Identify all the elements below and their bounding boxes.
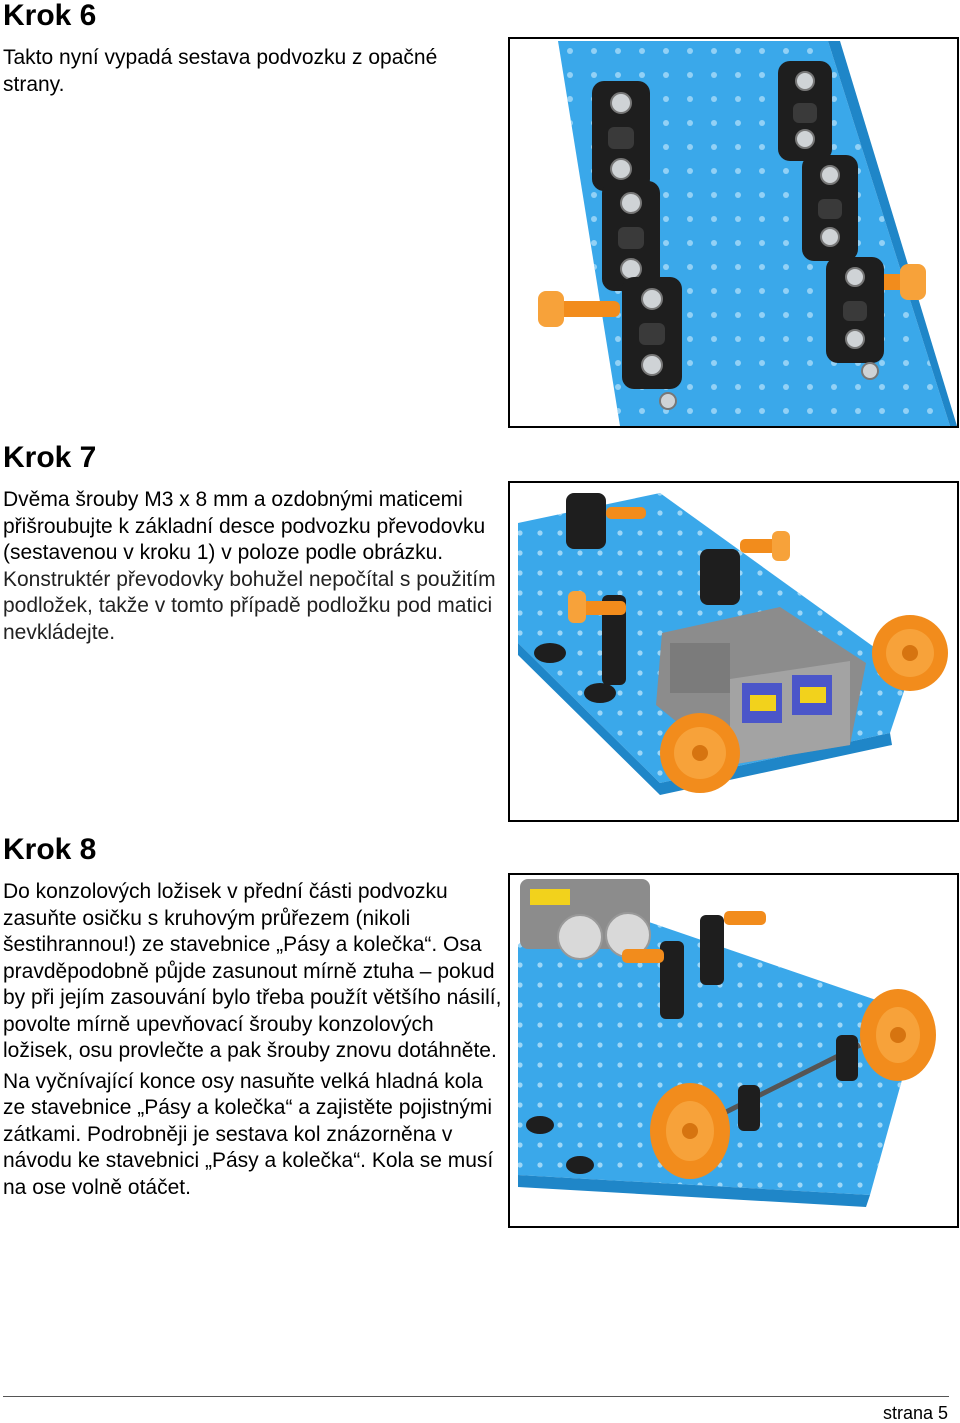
wheel-left: [650, 1083, 730, 1179]
step-8-title: Krok 8: [3, 833, 97, 866]
page-number: strana 5: [882, 1403, 948, 1423]
step-8-text: [3, 879, 503, 1201]
screw-head: [862, 363, 878, 379]
rear-wheel: [584, 683, 616, 703]
chassis-with-gearbox-illustration: [510, 483, 957, 820]
wheel-front-left: [660, 713, 740, 793]
chassis-underside-illustration: [510, 39, 957, 426]
step-8-photo: [508, 873, 959, 1228]
bracket-right-1: [778, 61, 832, 161]
step-6-text: [3, 45, 498, 98]
step-6-title: Krok 6: [3, 0, 97, 32]
step-8-paragraph-1: Do konzolových ložisek v přední části podvozku zasuňte osičku s kruhovým průřezem (nikoli šestihrannou!) ze stavebnice „Pásy a kolečka“. Osa pravděpodobně půjde zasunout mírně ztuha – pokud by při jejím zasouvání bylo třeba použít většího násilí, povolte mírně upevňovací šrouby konzolových ložisek, osu provlečte a pak šrouby znovu dotáhněte.: [3, 880, 502, 1062]
bracket-right-2: [802, 155, 858, 261]
bracket-right-3: [826, 257, 884, 363]
step-7-photo: [508, 481, 959, 822]
bracket-left-1: [592, 81, 650, 191]
step-6-paragraph-1: Takto nyní vypadá sestava podvozku z opačné strany.: [3, 46, 438, 96]
wheel-front-right: [872, 615, 948, 691]
wheel-right: [860, 989, 936, 1081]
chassis-with-front-wheels-illustration: [510, 875, 957, 1226]
step-7-paragraph-2: Konstruktér převodovky bohužel nepočítal s použitím podložek, takže v tomto případě podložku pod matici nevkládejte.: [3, 567, 496, 644]
bracket-left-2: [602, 181, 660, 291]
step-7-paragraph-1: Dvěma šrouby M3 x 8 mm a ozdobnými maticemi přišroubujte k základní desce podvozku převodovku (sestavenou v kroku 1) v poloze podle obrázku.: [3, 488, 486, 564]
bracket-left-3: [622, 277, 682, 389]
gearbox: [520, 879, 650, 959]
step-7-text: [3, 487, 503, 646]
bearing-bracket: [738, 1085, 760, 1131]
rear-wheel: [526, 1116, 554, 1134]
step-8-paragraph-2: Na vyčnívající konce osy nasuňte velká hladná kola ze stavebnice „Pásy a kolečka“ a zajistěte pojistnými zátkami. Podrobněji je sestava kol znázorněna v návodu ke stavebnici „Pásy a kolečka“. Kola se musí na ose volně otáčet.: [3, 1069, 494, 1199]
rear-wheel: [534, 643, 566, 663]
step-7-title: Krok 7: [3, 441, 97, 474]
screw-head: [660, 393, 676, 409]
rear-wheel: [566, 1156, 594, 1174]
step-6-photo: [508, 37, 959, 428]
bearing-bracket: [836, 1035, 858, 1081]
footer-divider: [3, 1396, 949, 1397]
